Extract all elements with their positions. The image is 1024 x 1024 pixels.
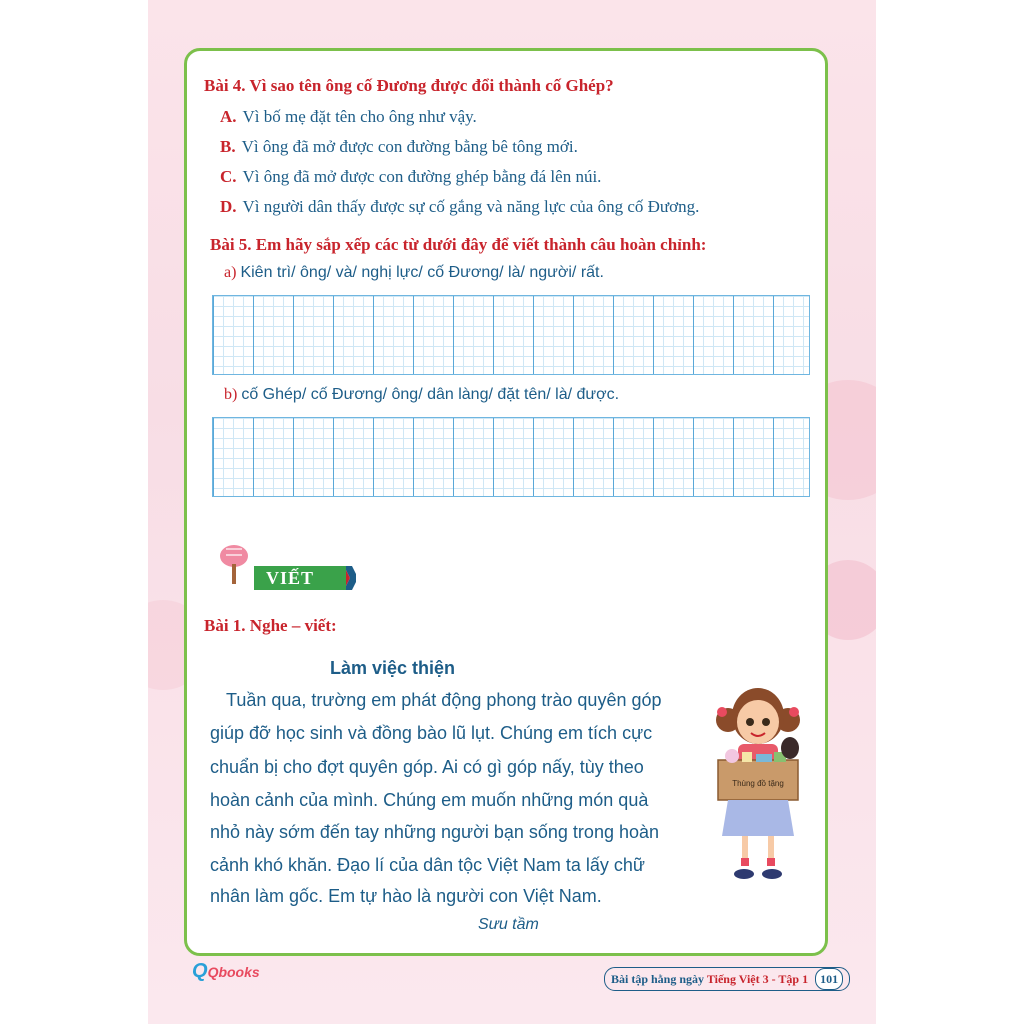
- box-label: Thùng đồ tặng: [732, 779, 784, 788]
- footer-text: Bài tập hằng ngày: [611, 972, 705, 986]
- reading-line: nhỏ này sớm đến tay những người bạn sống trong hoàn: [210, 822, 660, 842]
- publisher-logo: QQbooks: [192, 960, 260, 982]
- bai5-item-a: a) Kiên trì/ ông/ và/ nghị lực/ cố Đương/ là/ người/ rất.: [224, 264, 604, 281]
- writing-grid-a[interactable]: [212, 295, 810, 375]
- bai5-question: Bài 5. Em hãy sắp xếp các từ dưới đây để viết thành câu hoàn chỉnh:: [210, 235, 707, 254]
- reading-line: chuẩn bị cho đợt quyên góp. Ai có gì góp nấy, tùy theo: [210, 757, 644, 777]
- bai1-question: Bài 1. Nghe – viết:: [204, 616, 337, 635]
- bai4-question: Bài 4. Vì sao tên ông cố Đương được đổi thành cố Ghép?: [204, 76, 614, 95]
- bai4-option-d[interactable]: D. Vì người dân thấy được sự cố gắng và năng lực của ông cố Đương.: [220, 197, 700, 216]
- section-label-viet: VIẾT: [254, 566, 346, 590]
- footer-badge: [604, 967, 850, 991]
- reading-line: Tuần qua, trường em phát động phong trào quyên góp: [226, 690, 662, 710]
- bai5-item-b: b) cố Ghép/ cố Đương/ ông/ dân làng/ đặt tên/ là/ được.: [224, 386, 620, 403]
- reading-line: giúp đỡ học sinh và đồng bào lũ lụt. Chúng em tích cực: [210, 723, 653, 743]
- bai4-option-c[interactable]: C. Vì ông đã mở được con đường ghép bằng đá lên núi.: [220, 167, 602, 186]
- page: [148, 0, 876, 1024]
- reading-line: cảnh khó khăn. Đạo lí của dân tộc Việt Nam ta lấy chữ: [210, 855, 645, 875]
- reading-title: Làm việc thiện: [330, 658, 456, 678]
- reading-line: hoàn cảnh của mình. Chúng em muốn những món quà: [210, 790, 649, 810]
- source-note: Sưu tầm: [478, 916, 539, 933]
- bai4-option-b[interactable]: B. Vì ông đã mở được con đường bằng bê tông mới.: [220, 137, 578, 156]
- bai4-option-a[interactable]: A. Vì bố mẹ đặt tên cho ông như vậy.: [220, 107, 477, 126]
- page-number: 101: [815, 968, 843, 990]
- girl-donation-illustration: [708, 680, 808, 888]
- reading-line: nhân làm gốc. Em tự hào là người con Việt Nam.: [210, 886, 602, 906]
- footer-subject: Tiếng Việt 3 - Tập 1: [706, 972, 809, 986]
- writing-grid-b[interactable]: [212, 417, 810, 497]
- logo-text: Qbooks: [207, 964, 260, 980]
